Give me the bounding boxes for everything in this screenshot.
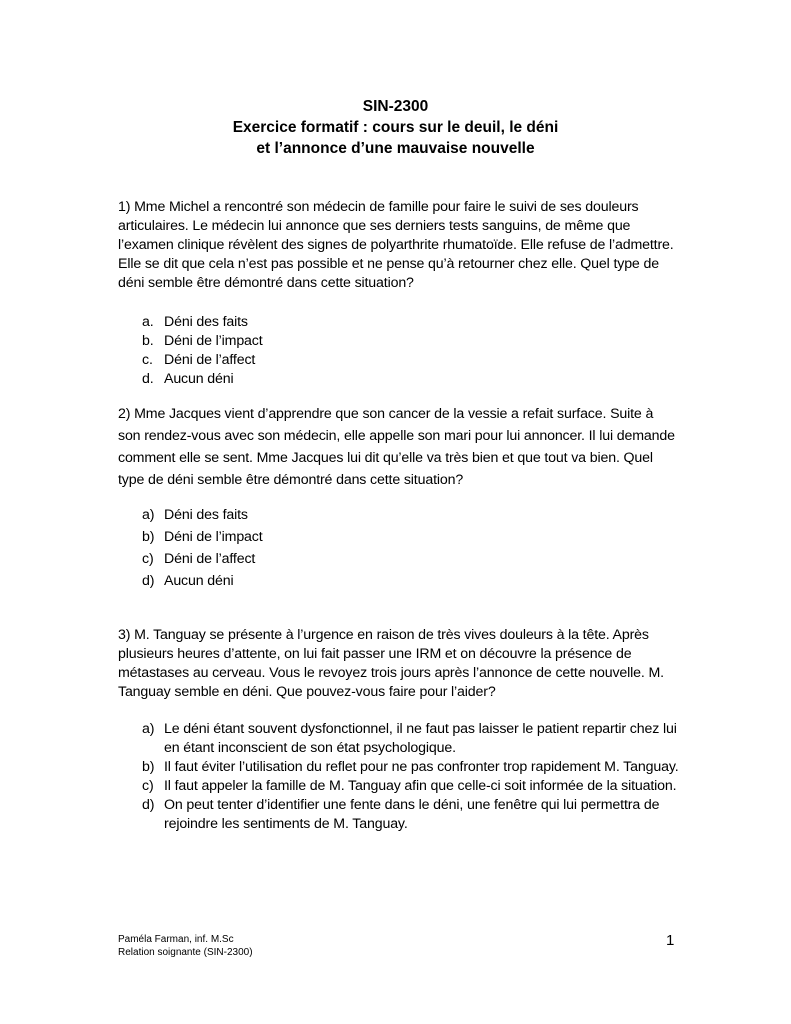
question-2-text: 2) Mme Jacques vient d’apprendre que son cancer de la vessie a refait surface. Suite à son rendez-vous avec son médecin, elle appelle son mari pour lui annoncer. Il lui demande comment elle se sent. Mme Jacques lui dit qu’elle va très bien et que tout va bien. Quel type de déni semble être démontré dans cette situation? [118, 406, 675, 488]
option-a: a) Déni des faits [142, 507, 248, 523]
question-3-text: 3) M. Tanguay se présente à l’urgence en raison de très vives douleurs à la tête. Après plusieurs heures d’attente, on lui fait passer une IRM et on découvre la présence de métastases au cerveau. Vous le revoyez trois jours après l’annonce de cette nouvelle. M. Tanguay semble en déni. Que pouvez-vous faire pour l’aider? [118, 627, 664, 700]
page-footer [118, 933, 253, 959]
course-code: SIN-2300 [362, 98, 429, 115]
question-1-text: 1) Mme Michel a rencontré son médecin de famille pour faire le suivi de ses douleurs articulaires. Le médecin lui annonce que ses derniers tests sanguins, de même que l’examen clinique révèlent des signes de polyarthrite rhumatoïde. Elle refuse de l’admettre. Elle se dit que cela n’est pas possible et ne pense qu’à retourner chez elle. Quel type de déni semble être démontré dans cette situation? [118, 199, 674, 291]
question-1-options [142, 313, 682, 389]
page-number: 1 [666, 932, 675, 949]
option-c: c) Déni de l’affect [142, 551, 256, 567]
option-c: c) Il faut appeler la famille de M. Tanguay afin que celle-ci soit informée de la situation. [142, 778, 677, 794]
title-line-1: Exercice formatif : cours sur le deuil, le déni [232, 119, 559, 136]
question-3-options [142, 720, 682, 834]
option-b: b. Déni de l’impact [142, 333, 263, 349]
question-2-options [142, 506, 682, 594]
footer-author: Paméla Farman, inf. M.Sc [118, 934, 234, 945]
option-a: a. Déni des faits [142, 314, 248, 330]
option-d: d. Aucun déni [142, 371, 234, 387]
option-a: a) Le déni étant souvent dysfonctionnel, il ne faut pas laisser le patient repartir chez lui en étant inconscient de son état psychologique. [142, 721, 677, 756]
option-d: d) Aucun déni [142, 573, 234, 589]
option-c: c. Déni de l’affect [142, 352, 256, 368]
footer-course: Relation soignante (SIN-2300) [118, 947, 253, 958]
title-line-2: et l’annonce d’une mauvaise nouvelle [256, 140, 535, 157]
document-title [0, 96, 791, 159]
option-d: d) On peut tenter d’identifier une fente dans le déni, une fenêtre qui lui permettra de rejoindre les sentiments de M. Tanguay. [142, 797, 660, 832]
option-b: b) Déni de l’impact [142, 529, 263, 545]
option-b: b) Il faut éviter l’utilisation du reflet pour ne pas confronter trop rapidement M. Tanguay. [142, 759, 679, 775]
